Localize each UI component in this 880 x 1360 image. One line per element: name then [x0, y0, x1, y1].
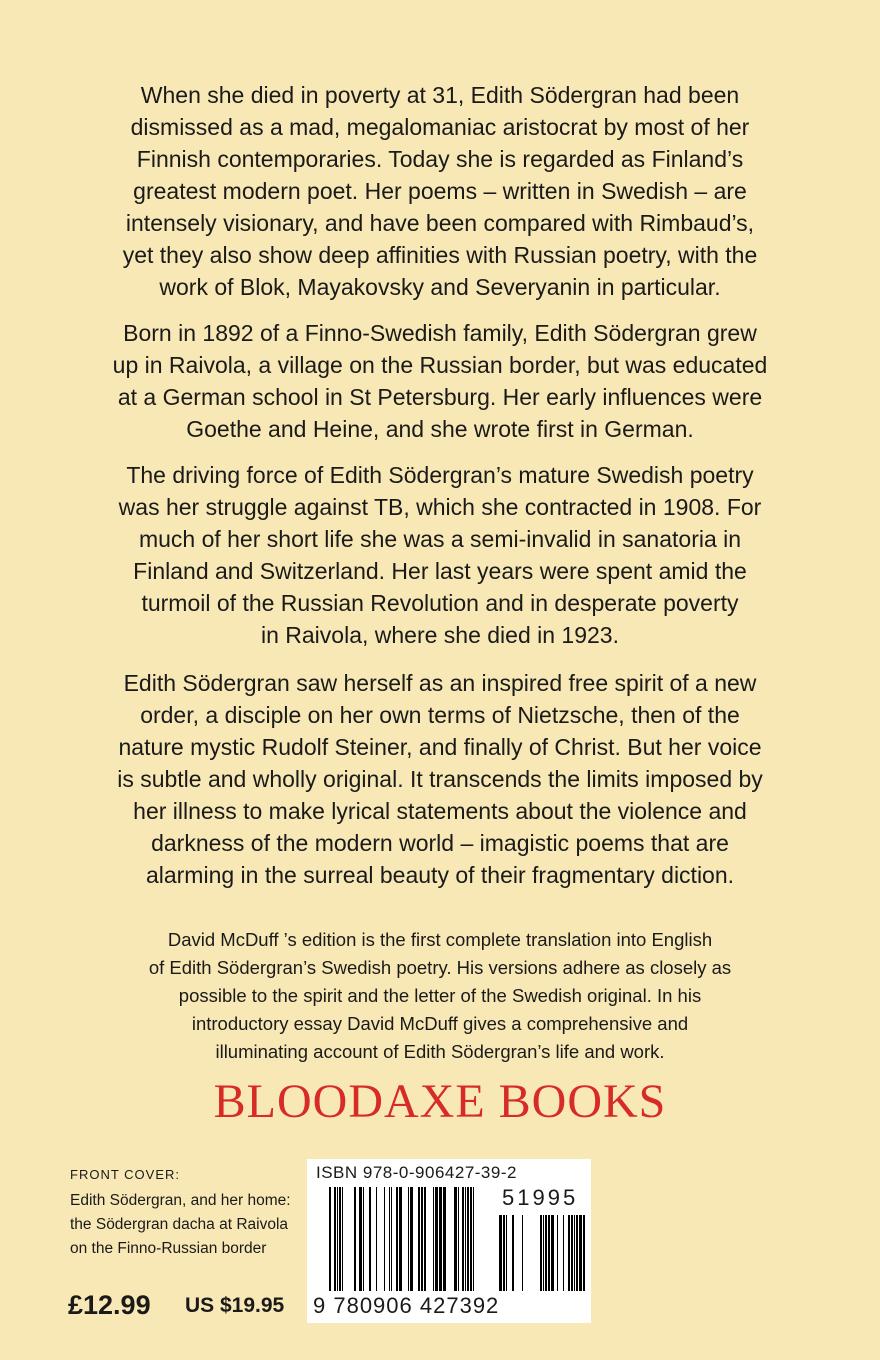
blurb-line: darkness of the modern world – imagistic poems that are [151, 830, 729, 856]
barcode-bar [342, 1187, 343, 1291]
blurb-line: Goethe and Heine, and she wrote first in German. [186, 416, 694, 442]
barcode-bar [571, 1215, 573, 1291]
blurb-line: alarming in the surreal beauty of their fragmentary diction. [145, 862, 735, 888]
barcode-bar [576, 1215, 578, 1291]
barcode-bar [522, 1215, 523, 1291]
barcode-bar [433, 1187, 434, 1291]
blurb-line: possible to the spirit and the letter of the Swedish original. In his [178, 985, 702, 1006]
barcode-bar [470, 1187, 472, 1291]
blurb-line: The driving force of Edith Södergran’s mature Swedish poetry [126, 462, 754, 488]
blurb-line: illuminating account of Edith Södergran’s life and work. [215, 1041, 665, 1062]
blurb-paragraph-1 [40, 79, 840, 303]
barcode-bar [337, 1187, 338, 1291]
blurb-line: Finland and Switzerland. Her last years were spent amid the [133, 558, 747, 584]
barcode-bar [583, 1215, 585, 1291]
cover-credit-label: FRONT COVER: [70, 1167, 180, 1182]
barcode-bar [458, 1187, 459, 1291]
barcode-block [307, 1159, 591, 1323]
barcode-bar [467, 1187, 469, 1291]
blurb-line: David McDuff ’s edition is the first complete translation into English [167, 929, 713, 950]
barcode-bar [339, 1187, 341, 1291]
cover-credit-line: Edith Södergran, and her home: [70, 1192, 291, 1209]
barcode-bar [363, 1187, 364, 1291]
barcode-bar [391, 1187, 392, 1291]
barcode-bar [408, 1187, 409, 1291]
blurb-line: of Edith Södergran’s Swedish poetry. His versions adhere as closely as [148, 957, 732, 978]
barcode-bar [369, 1187, 371, 1291]
blurb-paragraph-4 [40, 667, 840, 891]
barcode-bar [512, 1215, 514, 1291]
blurb-line: nature mystic Rudolf Steiner, and finally of Christ. But her voice [118, 734, 762, 760]
blurb-line: at a German school in St Petersburg. Her early influences were [117, 384, 763, 410]
blurb-paragraph-2 [40, 317, 840, 445]
ean-number: 9 780906 427392 [313, 1293, 500, 1318]
barcode-bar [473, 1187, 474, 1291]
blurb-line: yet they also show deep affinities with Russian poetry, with the [122, 242, 758, 268]
barcode-bar [454, 1187, 457, 1291]
barcode-bar [503, 1215, 505, 1291]
blurb-line: work of Blok, Mayakovsky and Severyanin in particular. [159, 274, 721, 300]
barcode-bar [329, 1187, 331, 1291]
barcode-bar [396, 1187, 398, 1291]
barcode-bar [421, 1187, 423, 1291]
barcode-bar [384, 1187, 385, 1291]
barcode-bar [334, 1187, 336, 1291]
barcode-bar [439, 1187, 442, 1291]
blurb-line: When she died in poverty at 31, Edith Södergran had been [140, 82, 740, 108]
barcode-bar [499, 1215, 502, 1291]
price-gbp: £12.99 [68, 1290, 151, 1320]
blurb-line: intensely visionary, and have been compared with Rimbaud’s, [125, 210, 755, 236]
blurb-line: in Raivola, where she died in 1923. [260, 622, 619, 648]
barcode-bar [462, 1187, 464, 1291]
blurb-paragraph-translator [40, 926, 840, 1066]
barcode-bar [465, 1187, 466, 1291]
blurb-line: introductory essay David McDuff gives a comprehensive and [191, 1013, 689, 1034]
cover-credit-line: on the Finno-Russian border [70, 1240, 267, 1257]
price-addon-code: 51995 [502, 1185, 579, 1210]
barcode-bar [443, 1187, 446, 1291]
blurb-line: her illness to make lyrical statements about the violence and [133, 798, 747, 824]
blurb-line: order, a disciple on her own terms of Nietzsche, then of the [140, 702, 740, 728]
barcode-bar [543, 1215, 544, 1291]
barcode-bar [418, 1187, 420, 1291]
barcode-bar [435, 1187, 438, 1291]
blurb-line: Born in 1892 of a Finno-Swedish family, Edith Södergran grew [123, 320, 757, 346]
cover-credit-line: the Södergran dacha at Raivola [70, 1216, 289, 1233]
barcode-bar [579, 1215, 582, 1291]
publisher-logo: BLOODAXE BOOKS [213, 1075, 667, 1128]
blurb-line: much of her short life she was a semi-invalid in sanatoria in [138, 526, 742, 552]
barcode-bar [574, 1215, 575, 1291]
blurb-line: is subtle and wholly original. It transcends the limits imposed by [117, 766, 763, 792]
isbn-text: ISBN 978-0-906427-39-2 [316, 1163, 517, 1182]
price-us: US $19.95 [185, 1294, 285, 1317]
barcode-bar [354, 1187, 356, 1291]
blurb-line: Edith Södergran saw herself as an inspired free spirit of a new [123, 670, 757, 696]
blurb-line: Finnish contemporaries. Today she is regarded as Finland’s [136, 146, 744, 172]
barcode-bar [424, 1187, 426, 1291]
blurb-paragraph-3 [40, 459, 840, 651]
barcode-bar [540, 1215, 542, 1291]
barcode-bar [376, 1187, 377, 1291]
barcode-bar [568, 1215, 570, 1291]
barcode-bar [399, 1187, 402, 1291]
blurb-line: up in Raivola, a village on the Russian border, but was educated [112, 352, 768, 378]
barcode-bar [557, 1215, 558, 1291]
barcode-bar [506, 1215, 507, 1291]
barcode-bar [410, 1187, 413, 1291]
blurb-line: greatest modern poet. Her poems – written in Swedish – are [133, 178, 747, 204]
blurb-line: was her struggle against TB, which she contracted in 1908. For [118, 494, 762, 520]
blurb-line: dismissed as a mad, megalomaniac aristocrat by most of her [130, 114, 750, 140]
barcode-bar [551, 1215, 554, 1291]
cover-credit [70, 1163, 302, 1261]
barcode-bar [563, 1215, 564, 1291]
barcode-bar [545, 1215, 547, 1291]
blurb-line: turmoil of the Russian Revolution and in desperate poverty [141, 590, 739, 616]
barcode-bar [548, 1215, 550, 1291]
barcode-bar [359, 1187, 362, 1291]
barcode-bar [389, 1187, 390, 1291]
